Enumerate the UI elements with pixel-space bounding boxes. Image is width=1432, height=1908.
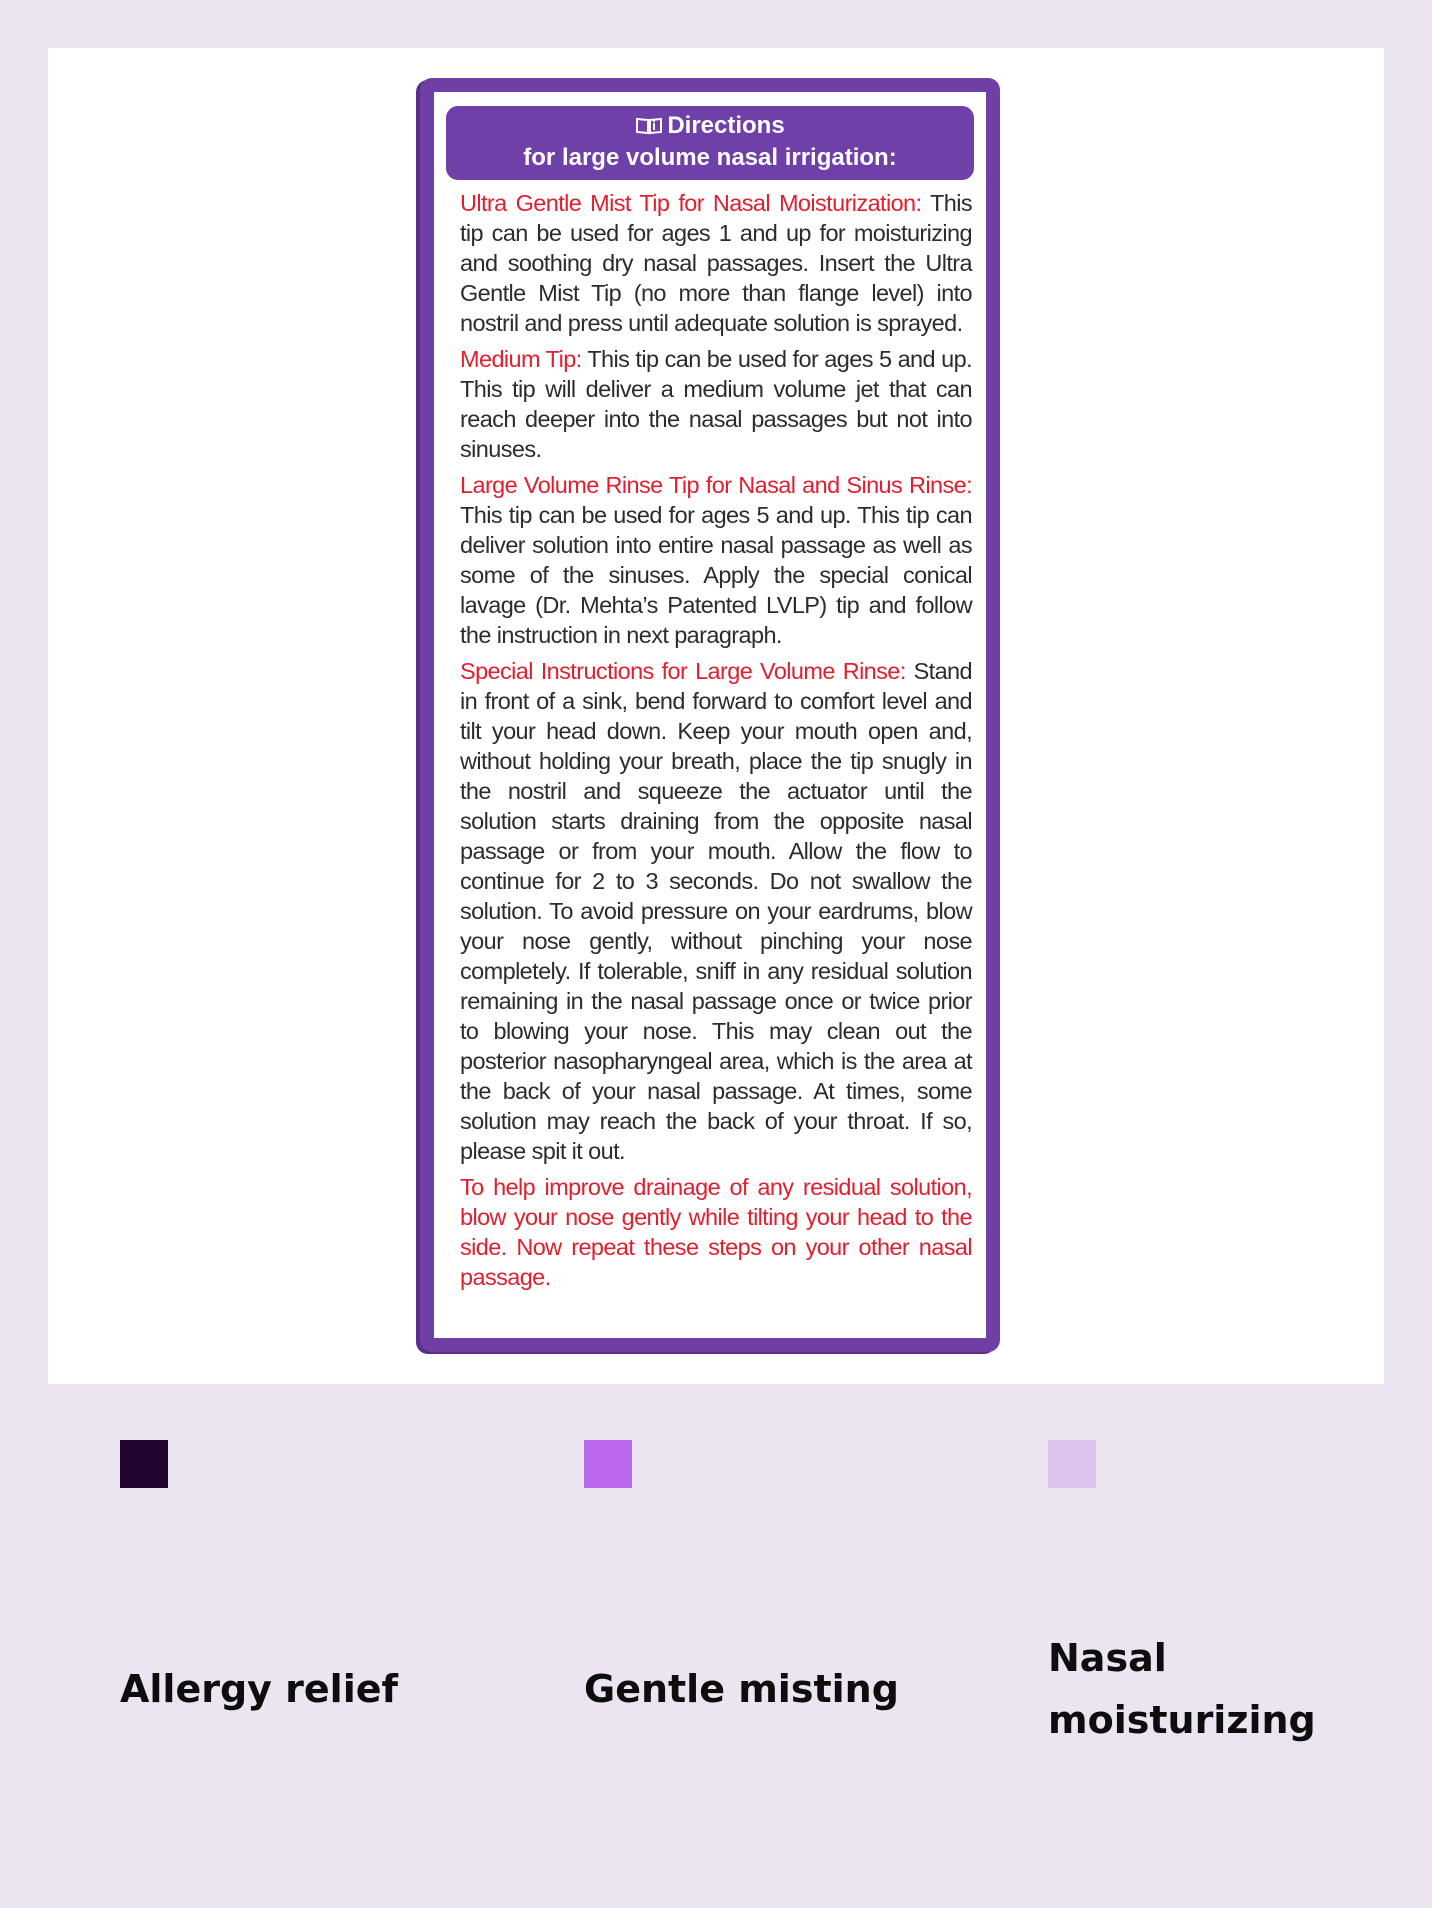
feature-label-allergy-relief: Allergy relief [120,1667,399,1711]
paragraph-heading: Large Volume Rinse Tip for Nasal and Sinus Rinse: [460,472,972,498]
paragraph-rinse-tip [460,470,972,650]
header-subtitle: for large volume nasal irrigation: [523,144,897,171]
header-title: Directions [667,112,785,139]
paragraph-text: This tip can be used for ages 5 and up. This tip can deliver solution into entire nasal passage as well as some of the sinuses. Apply the special conical lavage (Dr. Mehta’s Patented LVLP) tip and follow the instruction in next paragraph. [460,502,972,648]
directions-label [420,78,1000,1352]
paragraph-heading: Medium Tip: [460,346,582,372]
directions-header [446,106,974,180]
book-icon [635,112,663,130]
paragraph-heading: Ultra Gentle Mist Tip for Nasal Moisturization: [460,190,922,216]
color-swatch-allergy-relief[interactable] [120,1440,168,1488]
feature-label-gentle-misting: Gentle misting [584,1667,899,1711]
paragraph-text: Stand in front of a sink, bend forward to comfort level and tilt your head down. Keep your mouth open and, without holding your breath, place the tip snugly in the nostril and squeeze the actuator until the solution starts draining from the opposite nasal passage or from your mouth. Allow the flow to continue for 2 to 3 seconds. Do not swallow the solution. To avoid pressure on your eardrums, blow your nose gently, without pinching your nose completely. If tolerable, sniff in any residual solution remaining in the nasal passage once or twice prior to blowing your nose. This may clean out the posterior nasopharyngeal area, which is the area at the back of your nasal passage. At times, some solution may reach the back of your throat. If so, please spit it out. [460,658,973,1164]
paragraph-drainage-tip [460,1172,972,1292]
color-swatch-nasal-moisturizing[interactable] [1048,1440,1096,1488]
product-image [48,48,1384,1384]
paragraph-text: This tip can be used for ages 1 and up for moisturizing and soothing dry nasal passages. Insert the Ultra Gentle Mist Tip (no more than flange level) into nostril and press until adequate solution is sprayed. [460,190,973,336]
paragraph-medium-tip [460,344,972,464]
paragraph-mist-tip [460,188,972,338]
header-title-row [454,110,966,142]
paragraph-heading: Special Instructions for Large Volume Rinse: [460,658,906,684]
color-swatch-gentle-misting[interactable] [584,1440,632,1488]
paragraph-special-instructions [460,656,972,1166]
directions-body [434,180,986,1292]
paragraph-text: This tip can be used for ages 5 and up. This tip will deliver a medium volume jet that can reach deeper into the nasal passages but not into sinuses. [460,346,972,462]
paragraph-heading: To help improve drainage of any residual solution, blow your nose gently while tilting your head to the side. Now repeat these steps on your other nasal passage. [460,1174,972,1290]
feature-label-nasal-moisturizing: Nasal moisturizing [1048,1636,1316,1742]
